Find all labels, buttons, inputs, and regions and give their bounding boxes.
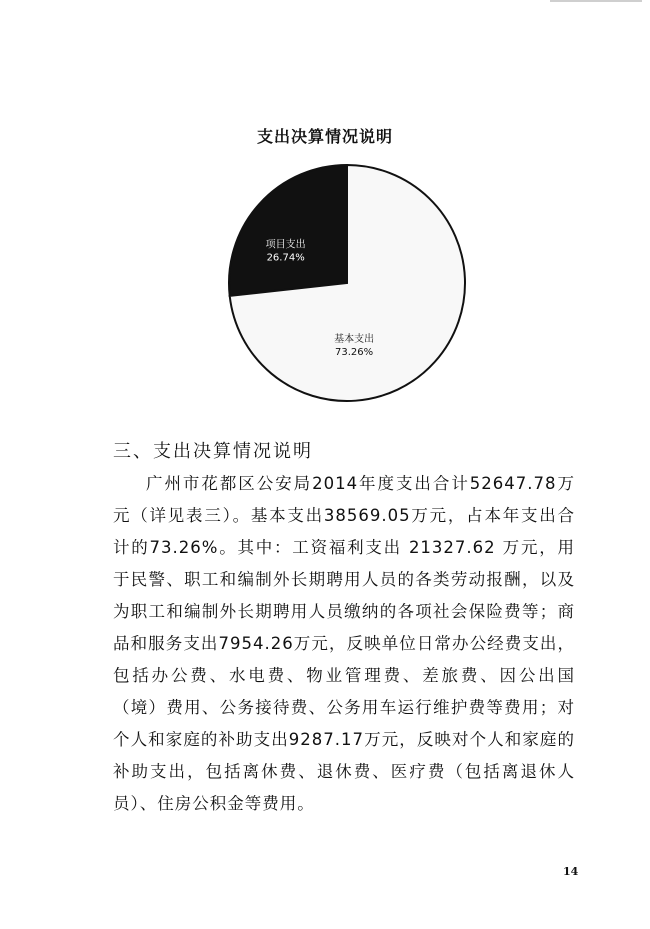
pie-label-1: 基本支出	[334, 334, 375, 345]
section-heading: 三、支出决算情况说明	[113, 441, 313, 462]
pie-chart	[222, 158, 472, 408]
pie-label-0: 项目支出	[265, 239, 306, 251]
body-paragraph: 广州市花都区公安局2014年度支出合计52647.78万元（详见表三）。基本支出38569.05万元，占本年支出合计的73.26%。其中：工资福利支出 21327.62 万元，用于民警、职工和编制外长期聘用人员的各类劳动报酬，以及为职工和编制外长期聘用人员缴纳的各项社会保险费等；商品和服务支出7954.26万元，反映单位日常办公经费支出，包括办公费、水电费、物业管理费、差旅费、因公出国（境）费用、公务接待费、公务用车运行维护费等费用；对个人和家庭的补助支出9287.17万元，反映对个人和家庭的补助支出，包括离休费、退休费、医疗费（包括离退休人员）、住房公积金等费用。	[113, 474, 575, 813]
pie-value-label-0: 26.74%	[266, 252, 305, 264]
pie-slice-0	[229, 165, 347, 296]
chart-title: 支出决算情况说明	[256, 127, 393, 146]
scan-edge-mark	[550, 0, 642, 2]
page-number: 14	[563, 865, 579, 878]
pie-value-label-1: 73.26%	[335, 347, 374, 358]
